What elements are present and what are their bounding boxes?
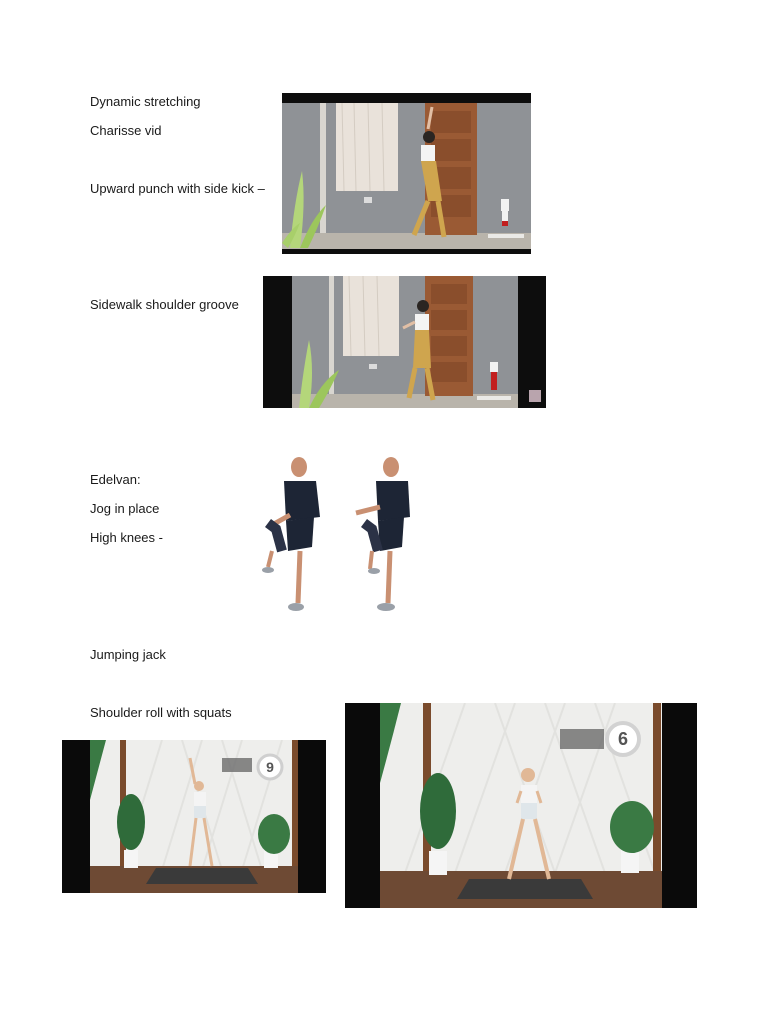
upward-punch-label: Upward punch with side kick – xyxy=(90,181,265,196)
edelvan-label: Edelvan: xyxy=(90,472,141,487)
shoulder-roll-label: Shoulder roll with squats xyxy=(90,705,232,720)
high-knees-photo xyxy=(224,455,458,617)
shoulder-roll-video-frame-large xyxy=(345,703,697,908)
jumping-jack-label: Jumping jack xyxy=(90,647,166,662)
shoulder-roll-video-frame-small xyxy=(62,740,326,893)
upward-punch-side-kick-video-frame xyxy=(282,93,531,254)
sidewalk-shoulder-label: Sidewalk shoulder groove xyxy=(90,297,239,312)
dynamic-stretching-heading: Dynamic stretching xyxy=(90,94,201,109)
charisse-vid-label: Charisse vid xyxy=(90,123,162,138)
high-knees-label: High knees - xyxy=(90,530,163,545)
jog-in-place-label: Jog in place xyxy=(90,501,160,516)
sidewalk-shoulder-groove-video-frame xyxy=(263,276,546,408)
timer-large-number: 6 xyxy=(617,729,629,749)
timer-small-number: 9 xyxy=(266,759,274,775)
